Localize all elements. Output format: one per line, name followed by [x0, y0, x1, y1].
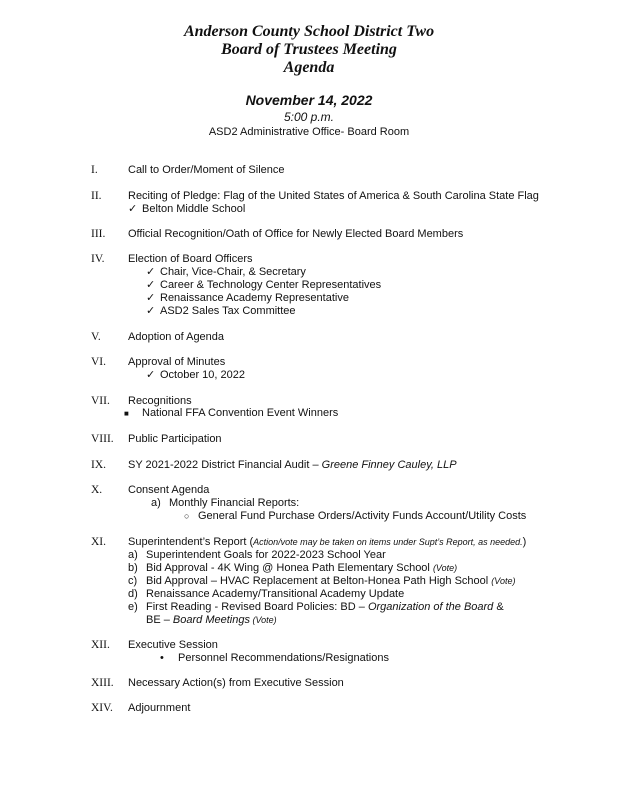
- list-item: c) Bid Approval – HVAC Replacement at Belton-Honea Path High School (Vote): [128, 575, 516, 587]
- bullet-icon: •: [160, 652, 164, 664]
- vote-tag: (Vote): [491, 576, 516, 586]
- item-text: Recognitions: [128, 395, 192, 407]
- meeting-time: 5:00 p.m.: [283, 110, 335, 124]
- item-number: IX.: [91, 459, 107, 471]
- list-item: e) First Reading - Revised Board Policies: BD – Organization of the Board &: [128, 601, 504, 613]
- item-number: VII.: [91, 395, 110, 407]
- item-text: Adoption of Agenda: [128, 331, 225, 343]
- list-item: a) Monthly Financial Reports:: [151, 497, 300, 509]
- item-number: XII.: [91, 639, 110, 651]
- item-number: IV.: [91, 253, 105, 265]
- list-item: ✓ ASD2 Sales Tax Committee: [146, 305, 296, 317]
- checkmark-icon: ✓: [146, 369, 156, 381]
- item-number: XIII.: [91, 677, 114, 689]
- meeting-name: Board of Trustees Meeting: [221, 41, 397, 58]
- item-text: Executive Session: [128, 639, 218, 651]
- item-number: III.: [91, 228, 106, 240]
- list-item: ✓ Career & Technology Center Representatives: [146, 279, 382, 291]
- checkmark-icon: ✓: [146, 292, 156, 304]
- item-text: Consent Agenda: [128, 484, 210, 496]
- checkmark-icon: ✓: [146, 279, 156, 291]
- meeting-date: November 14, 2022: [245, 92, 373, 108]
- list-item: b) Bid Approval - 4K Wing @ Honea Path Elementary School (Vote): [128, 562, 458, 574]
- item-text: Reciting of Pledge: Flag of the United States of America & South Carolina State Flag: [128, 190, 539, 202]
- meeting-location: ASD2 Administrative Office- Board Room: [208, 126, 410, 138]
- list-item: ✓ October 10, 2022: [146, 369, 246, 381]
- district-name: Anderson County School District Two: [183, 23, 435, 40]
- checkmark-icon: ✓: [128, 203, 138, 215]
- list-item: • Personnel Recommendations/Resignations: [160, 652, 389, 664]
- item-text: Election of Board Officers: [128, 253, 253, 265]
- item-text: Adjournment: [128, 702, 191, 714]
- list-item: ○ General Fund Purchase Orders/Activity Funds Account/Utility Costs: [184, 510, 527, 522]
- circle-bullet-icon: ○: [184, 511, 190, 521]
- square-bullet-icon: ■: [124, 409, 129, 418]
- auditor-name: Greene Finney Cauley, LLP: [321, 459, 457, 471]
- item-text: Approval of Minutes: [128, 356, 226, 368]
- list-item: ✓ Chair, Vice-Chair, & Secretary: [146, 266, 306, 278]
- item-number: I.: [91, 164, 98, 176]
- item-text: Necessary Action(s) from Executive Session: [128, 677, 344, 689]
- item-text: SY 2021-2022 District Financial Audit – Greene Finney Cauley, LLP: [128, 459, 457, 471]
- vote-tag: (Vote): [432, 563, 458, 573]
- checkmark-icon: ✓: [146, 305, 156, 317]
- item-text: Superintendent’s Report (Action/vote may be taken on items under Supt’s Report, as needed.): [128, 536, 527, 548]
- list-item: d) Renaissance Academy/Transitional Academy Update: [128, 588, 405, 600]
- item-number: II.: [91, 190, 102, 202]
- item-number: XI.: [91, 536, 107, 548]
- list-item: ✓ Renaissance Academy Representative: [146, 292, 349, 304]
- list-item: ■ National FFA Convention Event Winners: [124, 407, 339, 419]
- list-item: ✓ Belton Middle School: [128, 203, 246, 215]
- agenda-title: Agenda: [283, 59, 335, 76]
- item-text: Call to Order/Moment of Silence: [128, 164, 285, 176]
- item-number: XIV.: [91, 702, 113, 714]
- item-number: V.: [91, 331, 101, 343]
- checkmark-icon: ✓: [146, 266, 156, 278]
- item-number: X.: [91, 484, 103, 496]
- list-item: a) Superintendent Goals for 2022-2023 School Year: [128, 549, 386, 561]
- vote-tag: (Vote): [249, 615, 277, 625]
- list-item-continuation: BE – Board Meetings (Vote): [146, 614, 277, 626]
- vote-note: Action/vote may be taken on items under Supt’s Report, as needed.: [253, 537, 523, 547]
- item-number: VIII.: [91, 433, 114, 445]
- item-text: Official Recognition/Oath of Office for Newly Elected Board Members: [128, 228, 464, 240]
- item-text: Public Participation: [128, 433, 222, 445]
- item-number: VI.: [91, 356, 107, 368]
